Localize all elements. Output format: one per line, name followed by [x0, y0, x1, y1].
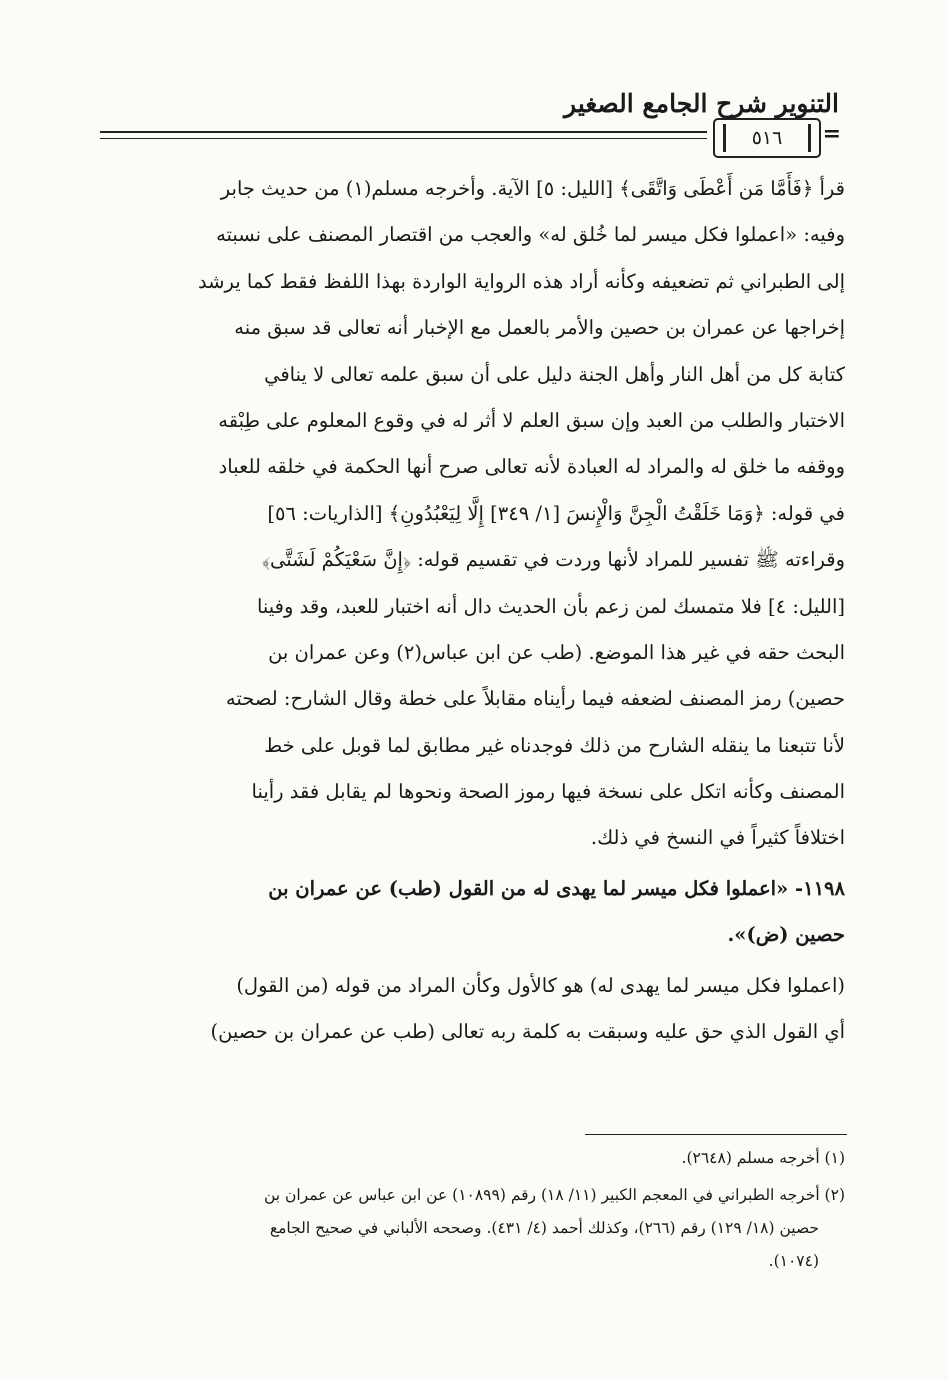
- text-line: كتابة كل من أهل النار وأهل الجنة دليل على أن سبق علمه تعالى لا ينافي: [264, 362, 845, 386]
- hadith-heading-line: حصين (ض)».: [727, 923, 845, 947]
- page-number: ٥١٦: [713, 118, 821, 158]
- text-line: البحث حقه في غير هذا الموضع. (طب عن ابن عباس(٢) وعن عمران بن: [268, 640, 845, 664]
- text-line: المصنف وكأنه اتكل على نسخة فيها رموز الصحة ونحوها لم يقابل فقد رأينا: [251, 780, 845, 804]
- text-line: لأنا تتبعنا ما ينقله الشارح من ذلك فوجدناه غير مطابق لما قوبل على خط: [264, 733, 845, 757]
- footnote-line: (٢) أخرجه الطبراني في المعجم الكبير (١١/ ١٨) رقم (١٠٨٩٩) عن ابن عباس عن عمران بن: [263, 1186, 845, 1204]
- text-line: (اعملوا فكل ميسر لما يهدى له) هو كالأول وكأن المراد من قوله (من القول): [236, 973, 845, 997]
- footnote-line: (١٠٧٤).: [768, 1252, 819, 1270]
- running-header-title: التنوير شرح الجامع الصغير: [564, 89, 839, 118]
- text-line: وفيه: «اعملوا فكل ميسر لما خُلق له» والعجب من اقتصار المصنف على نسبته: [216, 223, 845, 247]
- header-mark: =: [822, 121, 841, 147]
- text-line: في قوله: ﴿وَمَا خَلَقْتُ الْجِنَّ وَالْإِنسَ [١/ ٣٤٩] إِلَّا لِيَعْبُدُونِ﴾ [الذاريات: ٥٦]: [267, 501, 845, 525]
- text-line: أي القول الذي حق عليه وسبقت به كلمة ربه تعالى (طب عن عمران بن حصين): [210, 1020, 845, 1044]
- text-line: اختلافاً كثيراً في النسخ في ذلك.: [590, 826, 845, 850]
- header-rule: [100, 131, 707, 133]
- text-line: إلى الطبراني ثم تضعيفه وكأنه أراد هذه الرواية الواردة بهذا اللفظ فقط كما يرشد: [197, 269, 845, 293]
- header-rule-thin: [100, 138, 707, 139]
- footnotes: [100, 1142, 845, 1278]
- footnote-line: (١) أخرجه مسلم (٢٦٤٨).: [681, 1149, 845, 1167]
- text-line: وقراءته ﷺ تفسير للمراد لأنها وردت في تقسيم قوله: ﴿إِنَّ سَعْيَكُمْ لَشَتَّى﴾: [261, 548, 845, 572]
- text-line: حصين) رمز المصنف لضعفه فيما رأيناه مقابلاً على خطة وقال الشارح: لصحته: [225, 687, 845, 711]
- text-line: [الليل: ٤] فلا متمسك لمن زعم بأن الحديث دال أنه اختبار للعبد، وقد وفينا: [256, 594, 845, 618]
- text-line: الاختبار والطلب من العبد وإن سبق العلم لا أثر له في وقوع المعلوم على طِبْقه: [218, 408, 845, 432]
- footnote-separator: [585, 1134, 847, 1135]
- text-line: إخراجها عن عمران بن حصين والأمر بالعمل مع الإخبار أنه تعالى قد سبق منه: [234, 316, 845, 340]
- main-text: [100, 166, 845, 1055]
- page-header: [100, 85, 845, 165]
- text-line: قرأ ﴿فَأَمَّا مَن أَعْطَى وَاتَّقَى﴾ [الليل: ٥] الآية. وأخرجه مسلم(١) من حديث جابر: [220, 177, 845, 200]
- text-line: ووقفه ما خلق له والمراد له العبادة لأنه تعالى صرح أنها الحكمة في خلقه للعباد: [218, 455, 845, 479]
- footnote-line: حصين (١٨/ ١٢٩) رقم (٢٦٦)، وكذلك أحمد (٤/ ٤٣١). وصححه الألباني في صحيح الجامع: [269, 1219, 819, 1237]
- hadith-heading-line: ١١٩٨- «اعملوا فكل ميسر لما يهدى له من القول (طب) عن عمران بن: [268, 876, 845, 900]
